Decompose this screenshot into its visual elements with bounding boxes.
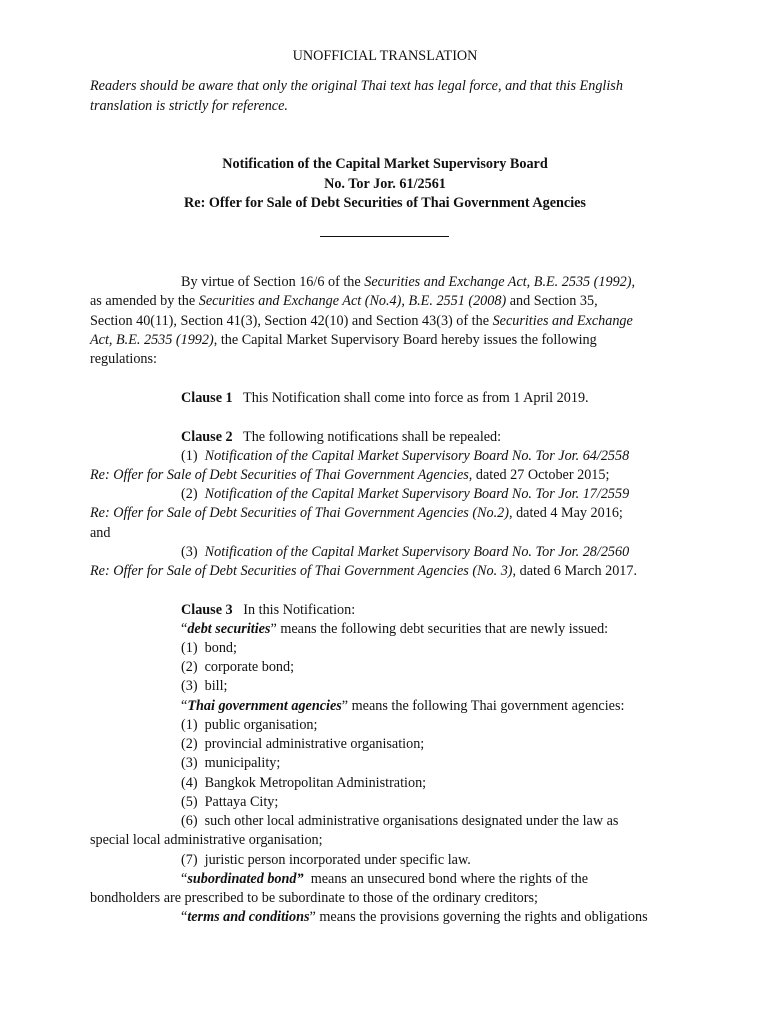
clause-label: Clause 2 [181,429,233,445]
list-item: (3) bill; [181,678,228,694]
clause-text: In this Notification: [243,602,356,618]
list-item: (5) Pattaya City; [181,794,279,810]
document-number: No. Tor Jor. 61/2561 [324,176,446,192]
clause-3 [181,601,355,619]
item-date: , dated 6 March 2017. [512,563,638,579]
clause-label: Clause 1 [181,390,233,406]
definition-subordinated-bond [181,870,588,888]
disclaimer-line-2: translation is strictly for reference. [90,98,288,114]
item-number: (2) [181,486,205,502]
preamble-text: as amended by the [90,293,199,309]
clause-1 [181,389,589,407]
preamble-line-4 [90,331,597,349]
act-citation: Act, B.E. 2535 (1992) [90,332,214,348]
quote-mark: “ [181,909,188,925]
clause-label: Clause 3 [181,602,233,618]
quote-mark: “ [181,621,188,637]
notification-citation: Re: Offer for Sale of Debt Securities of Thai Government Agencies [90,467,469,483]
definition-debt-securities [181,620,608,638]
notification-citation: Re: Offer for Sale of Debt Securities of Thai Government Agencies (No. 3) [90,563,513,579]
notification-citation: Notification of the Capital Market Supervisory Board No. Tor Jor. 64/2558 [204,448,630,464]
act-citation: Securities and Exchange Act, B.E. 2535 (1992), [364,274,636,290]
notification-citation: Re: Offer for Sale of Debt Securities of Thai Government Agencies (No.2) [90,505,509,521]
repealed-item-2 [181,485,629,503]
notification-citation: Notification of the Capital Market Supervisory Board No. Tor Jor. 28/2560 [204,544,630,560]
preamble-line-5: regulations: [90,351,157,367]
list-item: (2) provincial administrative organisation; [181,736,425,752]
notification-citation: Notification of the Capital Market Supervisory Board No. Tor Jor. 17/2559 [204,486,630,502]
act-citation: Securities and Exchange [492,313,633,329]
repealed-item-2-cont [90,504,623,522]
list-item: (3) municipality; [181,755,281,771]
item-date: , dated 27 October 2015; [468,467,610,483]
clause-2 [181,428,501,446]
item-date: , dated 4 May 2016; [508,505,623,521]
definition-text: ” means the provisions governing the rights and obligations [309,909,648,925]
definition-terms-and-conditions [181,908,648,926]
preamble-text: Section 40(11), Section 41(3), Section 42(10) and Section 43(3) of the [90,313,493,329]
repealed-item-3 [181,543,629,561]
list-item: (1) public organisation; [181,717,318,733]
preamble-line-3 [90,312,633,330]
defined-term: terms and conditions [187,909,310,925]
item-number: (1) [181,448,205,464]
repealed-item-1-cont [90,466,609,484]
defined-term: debt securities [187,621,271,637]
definition-text: means an unsecured bond where the rights of the [303,871,589,887]
act-citation: Securities and Exchange Act (No.4), B.E. 2551 (2008) [198,293,507,309]
list-item: (6) such other local administrative organisations designated under the law as [181,813,619,829]
definition-text: ” means the following Thai government agencies: [341,698,625,714]
preamble-text: and Section 35, [506,293,598,309]
list-item-continuation: special local administrative organisation; [90,832,323,848]
clause-text: The following notifications shall be repealed: [243,429,502,445]
document-title: Notification of the Capital Market Supervisory Board [222,156,548,172]
preamble-line-2 [90,292,598,310]
list-item: (2) corporate bond; [181,659,295,675]
document-subject: Re: Offer for Sale of Debt Securities of Thai Government Agencies [184,195,586,211]
repealed-item-2-and: and [90,525,111,541]
list-item: (1) bond; [181,640,237,656]
definition-continuation: bondholders are prescribed to be subordinate to those of the ordinary creditors; [90,890,538,906]
preamble-text: , the Capital Market Supervisory Board hereby issues the following [213,332,597,348]
defined-term: subordinated bond” [187,871,304,887]
repealed-item-1 [181,447,629,465]
title-divider [320,236,449,237]
clause-text: This Notification shall come into force as from 1 April 2019. [243,390,589,406]
item-number: (3) [181,544,205,560]
defined-term: Thai government agencies [187,698,342,714]
definition-text: ” means the following debt securities that are newly issued: [270,621,609,637]
list-item: (7) juristic person incorporated under specific law. [181,852,471,868]
preamble-text: By virtue of Section 16/6 of the [181,274,365,290]
definition-thai-government-agencies [181,697,624,715]
translation-label: UNOFFICIAL TRANSLATION [292,48,478,64]
repealed-item-3-cont [90,562,637,580]
preamble-line-1 [181,273,635,291]
quote-mark: “ [181,871,188,887]
disclaimer-line-1: Readers should be aware that only the original Thai text has legal force, and that this English [90,78,623,94]
quote-mark: “ [181,698,188,714]
list-item: (4) Bangkok Metropolitan Administration; [181,775,427,791]
